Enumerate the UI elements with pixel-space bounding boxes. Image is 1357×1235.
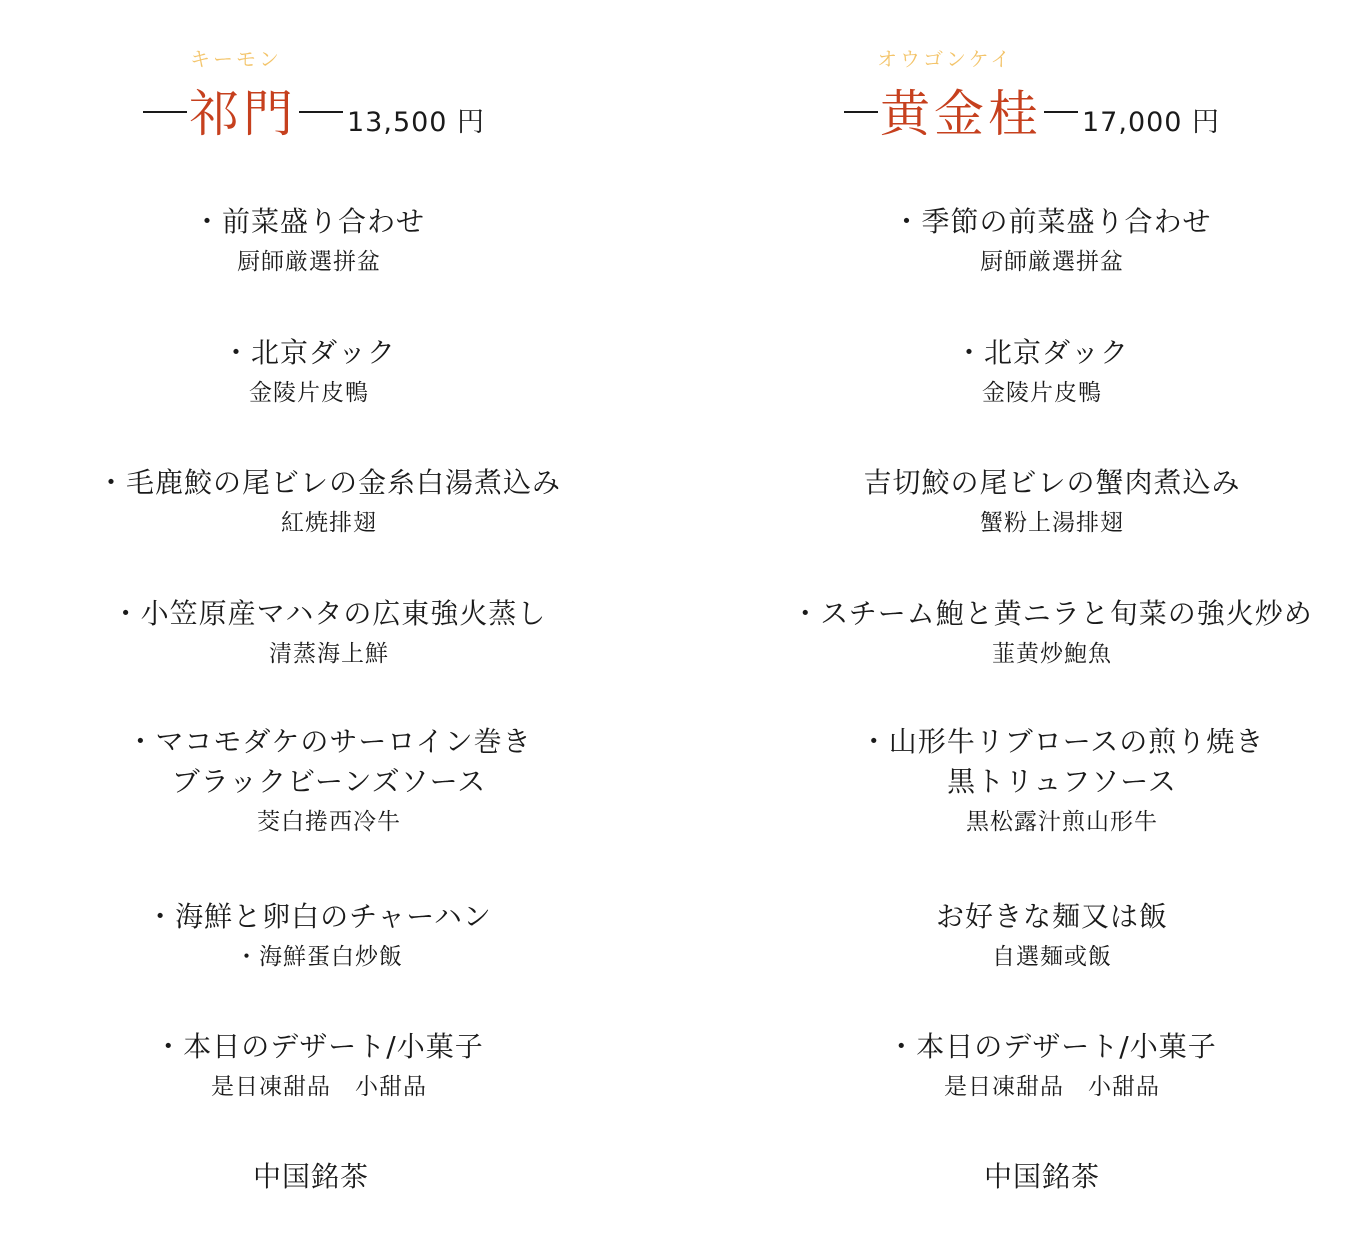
menu-item (703, 333, 1357, 413)
course-title-line (844, 74, 1220, 146)
dish-name-cn: ・海鮮蛋白炒飯 (235, 944, 403, 970)
menu-item (0, 333, 648, 413)
menu-item (0, 202, 648, 282)
dish-name-cn: 厨師厳選拼盆 (980, 249, 1124, 275)
menu-item (713, 463, 1357, 543)
title-dash-left (844, 111, 878, 113)
dish-name-cn: 金陵片皮鴨 (249, 380, 369, 406)
dish-name-cn: 是日凍甜品 小甜品 (944, 1074, 1160, 1100)
course-name-reading: キーモン (190, 47, 282, 71)
dish-name-jp: ・北京ダック (954, 336, 1129, 369)
dish-name-cn: 是日凍甜品 小甜品 (211, 1074, 427, 1100)
menu-item (723, 722, 1357, 842)
dish-sauce-jp: 黒トリュフソース (947, 765, 1177, 798)
dish-name-jp: ・スチーム鮑と黄ニラと旬菜の強火炒め (791, 597, 1313, 630)
menu-item (0, 594, 668, 674)
dish-name-jp: お好きな麺又は飯 (935, 900, 1168, 933)
dish-name-cn: 金陵片皮鴨 (982, 380, 1102, 406)
menu-item (0, 897, 658, 977)
dish-name-cn: 紅焼排翅 (281, 510, 377, 536)
dish-name-cn: 韮黄炒鮑魚 (992, 641, 1112, 667)
menu-item (0, 463, 668, 543)
dish-name-jp: ・本日のデザート/小菓子 (154, 1030, 484, 1063)
dish-name-cn: 清蒸海上鮮 (269, 641, 389, 667)
menu-item (713, 1027, 1357, 1107)
course-price: 13,500 円 (347, 107, 486, 138)
course-name-reading: オウゴンケイ (877, 47, 1014, 71)
dish-name-jp: 吉切鮫の尾ビレの蟹肉煮込み (863, 466, 1241, 499)
dish-name-jp: ・小笠原産マハタの広東強火蒸し (111, 597, 547, 630)
dish-name-jp: ・本日のデザート/小菓子 (887, 1030, 1217, 1063)
dish-name-jp: 中国銘茶 (252, 1160, 369, 1193)
dish-name-cn: 蟹粉上湯排翅 (980, 510, 1124, 536)
menu-item (713, 897, 1357, 977)
title-dash-left (143, 111, 187, 113)
dish-sauce-jp: ブラックビーンズソース (171, 765, 487, 798)
dish-name-jp: ・北京ダック (221, 336, 396, 369)
course-title-line (143, 74, 485, 146)
course-price: 17,000 円 (1082, 107, 1221, 138)
menu-item (703, 1157, 1357, 1197)
course-ougonkei (679, 0, 1357, 1235)
menu-item (0, 722, 668, 842)
dish-name-cn: 黒松露汁煎山形牛 (966, 809, 1158, 835)
menu-item (713, 202, 1357, 282)
dish-name-jp: ・前菜盛り合わせ (192, 205, 425, 238)
title-dash-right (299, 111, 343, 113)
title-dash-right (1044, 111, 1078, 113)
menu-item (0, 1157, 650, 1197)
dish-name-jp: ・海鮮と卵白のチャーハン (146, 900, 492, 933)
dish-name-cn: 厨師厳選拼盆 (237, 249, 381, 275)
course-kimon (0, 0, 678, 1235)
course-name: 黄金桂 (880, 85, 1042, 143)
dish-name-cn: 自選麺或飯 (992, 944, 1112, 970)
dish-name-cn: 茭白捲西冷牛 (257, 809, 401, 835)
course-header (679, 40, 1357, 143)
dish-name-jp: ・毛鹿鮫の尾ビレの金糸白湯煮込み (96, 466, 561, 499)
dish-name-jp: ・季節の前菜盛り合わせ (892, 205, 1212, 238)
dish-name-jp: ・山形牛リブロースの煎り焼き (859, 725, 1265, 758)
dish-name-jp: ・マコモダケのサーロイン巻き (126, 725, 532, 758)
dish-name-jp: 中国銘茶 (983, 1160, 1100, 1193)
course-header (0, 40, 678, 143)
menu-item (0, 1027, 658, 1107)
course-name: 祁門 (189, 85, 297, 143)
menu-item (713, 594, 1357, 674)
